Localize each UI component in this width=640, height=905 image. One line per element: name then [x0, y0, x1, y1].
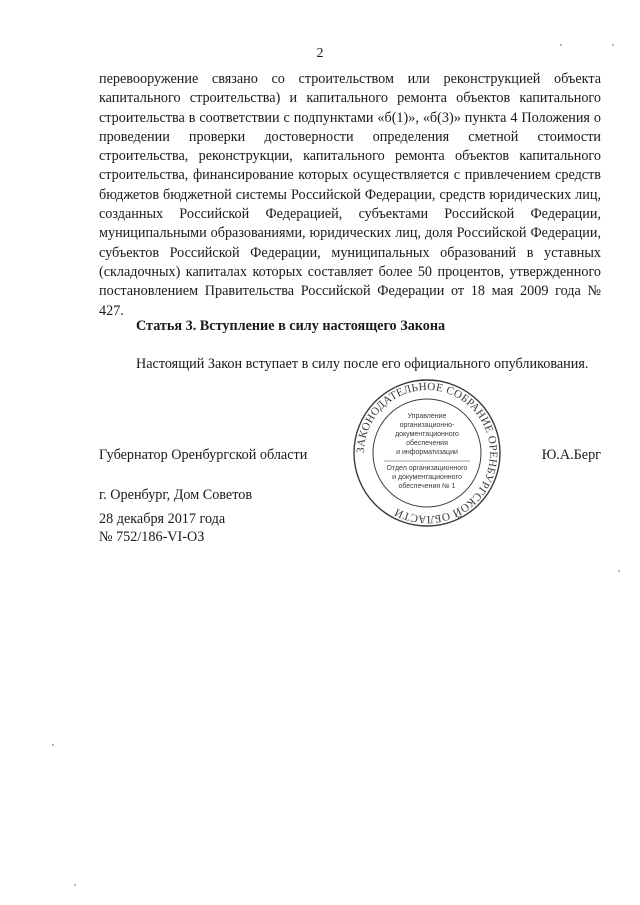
signatory-name: Ю.А.Берг — [541, 447, 601, 463]
seal-center-text — [384, 413, 470, 490]
law-number: № 752/186-VI-ОЗ — [99, 529, 205, 545]
article-paragraph: Настоящий Закон вступает в силу после его официального опубликования. — [136, 356, 589, 372]
scan-speck — [612, 44, 614, 46]
seal-center-line: обеспечения — [406, 440, 448, 447]
scan-speck — [52, 744, 54, 746]
seal-center-line: обеспечения № 1 — [398, 483, 456, 490]
seal-ring-text: ЗАКОНОДАТЕЛЬНОЕ СОБРАНИЕ ОРЕНБУРГСКОЙ ОБЛАСТИ — [354, 380, 500, 526]
seal-center-line: и документационного — [392, 474, 462, 481]
signatory-position: Губернатор Оренбургской области — [99, 447, 308, 463]
signing-place: г. Оренбург, Дом Советов — [99, 487, 253, 503]
page-number: 2 — [316, 46, 324, 61]
body-paragraph: перевооружение связано со строительством или реконструкцией объекта капитального строительства) и капитального ремонта объектов капитального строительства в соответствии с подпунктами «б(1)», «б(3)» пункта 4 Положения о проведении проверки достоверности определения сметной стоимости строительства, реконструкции, капитального ремонта объектов капитального строительства, финансирование которых осуществляется с привлечением средств бюджетов бюджетной системы Российской Федерации, средств юридических лиц, созданных Российской Федерацией, субъектами Российской Федерации, муниципальными образованиями, юридических лиц, доля Российской Федерации, субъектов Российской Федерации, муниципальных образований в уставных (складочных) капиталах которых составляет более 50 процентов, утвержденного постановлением Правительства Российской Федерации от 18 мая 2009 года № 427. — [99, 71, 601, 319]
scan-speck — [74, 884, 76, 886]
scan-speck — [618, 570, 620, 572]
signing-date: 28 декабря 2017 года — [99, 511, 226, 527]
official-seal — [352, 378, 502, 528]
scan-speck — [560, 44, 562, 46]
seal-center-line: Управление — [407, 413, 447, 420]
seal-center-line: документационного — [395, 431, 459, 438]
seal-center-line: организационно- — [399, 422, 455, 429]
seal-center-line: Отдел организационного — [386, 465, 468, 472]
article-heading: Статья 3. Вступление в силу настоящего Закона — [136, 318, 446, 334]
seal-center-line: и информатизации — [396, 449, 458, 456]
